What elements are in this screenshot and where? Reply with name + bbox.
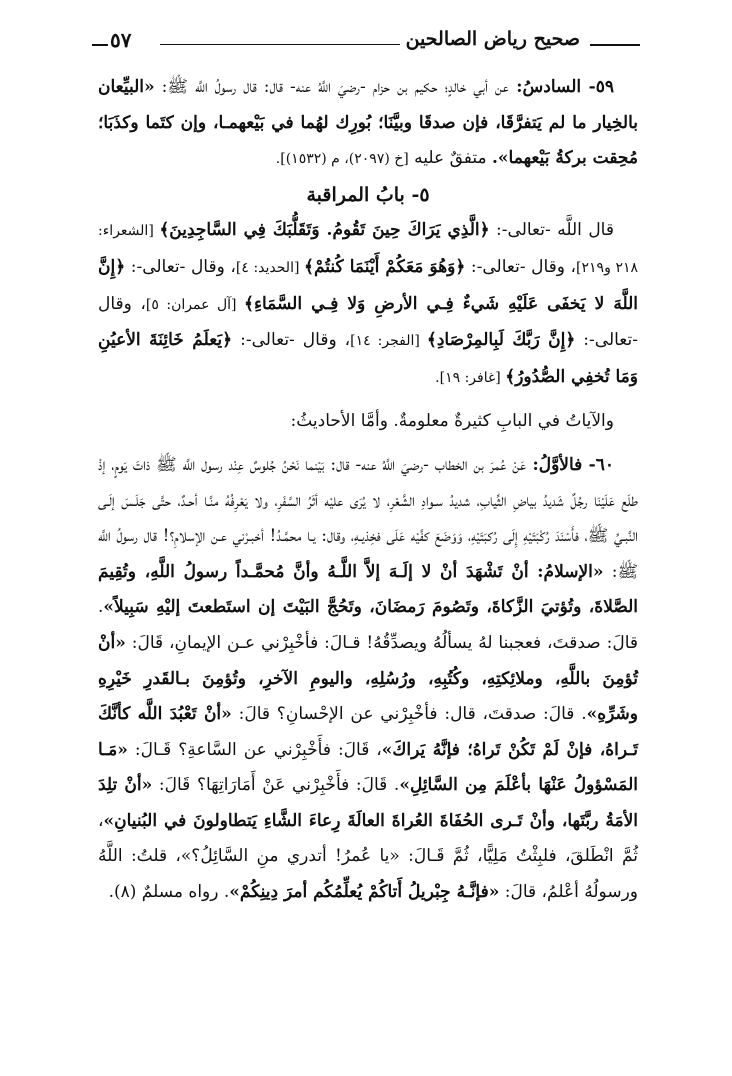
verses-intro-1: قال اللَّه -تعالى-: — [489, 220, 614, 241]
hadith-59-reference: [خ (٢٠٩٧)، م (١٥٣٢)]. — [275, 151, 409, 168]
spacer — [98, 396, 638, 404]
quran-verses-paragraph — [98, 213, 638, 396]
verse-2-ref: [الحديد: ٤] — [235, 259, 305, 276]
hadith-60-islam: «الإسلامُ: أنْ تَشْهَدَ أنْ لا إلَـهَ إلاَّ اللَّـهُ وأنَّ مُحمَّـداً رسولُ اللَّهِ، وتُقِيمَ الصَّلاةَ، وتُؤتيَ الزَّكاةَ، وتَصُومَ رَمضَانَ، وتَحُجَّ البَيْتَ إن استَطعتَ إليْهِ سَبِيلاً» — [98, 561, 638, 618]
page-content — [98, 70, 638, 911]
verse-4-ref: [الفجر: ١٤] — [350, 333, 427, 350]
hadith-60 — [98, 448, 638, 911]
ayat-note: والآياتُ في البابِ كثيرةٌ معلومةٌ. وأمَّا الأحاديثُ: — [290, 411, 614, 432]
hadith-60-part-1: عَنْ عُمرَ بن الخطاب -رضيَ اللَّهُ عنه- قال: بَيْنما نَحْنُ جُلوسٌ عِنْد رسول اللَّه ﷺ ذاتَ يَومٍ، إذْ طلَع عَلَيْنَا رجُلٌ شَديدُ بياضِ الثِّيابِ، شديدُ سـوادِ الشَّعْرِ، لا يُرَى عليْه أثَرُ السَّفَرِ، ولا يَعْرِفُهُ منَّـا أحـدٌ، حتَّى جَلَـسَ إلَـى النَّبـيِّ ﷺ، فأَسْنَدَ رُكْبَتَيْهِ إِلَى رُكبَتَيْهِ، وَوَضَعَ كفَّيْه عَلَى فخِذيـهِ، وقال: يـا محمَّـدُ! أخبـرْني عـن الإسلامِ؟! قال رسولُ اللَّه ﷺ: — [98, 454, 638, 582]
hadith-60-part-3: . قالَ: صدقتَ، قال: فأخْبِرْني عن الإحْسانِ؟ قالَ: — [231, 704, 587, 725]
header-rule-left — [92, 44, 108, 46]
verse-1-ref: [الشعراء: ٢١٨ و٢١٩] — [98, 223, 638, 276]
hadith-60-signs: «أنْ تلِدَ الأمَةُ ربَّتَها، وأنْ تَـرى الحُفَاةَ العُراةَ العالَةَ رِعاءَ الشَّاءِ يَتطاولونَ في البُنيانِ» — [98, 775, 638, 831]
hadith-60-reference: . رواه مسلمٌ (٨). — [108, 882, 230, 903]
hadith-59-grading: متفقٌ عليه — [408, 148, 493, 169]
hadith-59-text: «البيِّعان بالخِيار ما لم يَتفرَّقَا، فإن صدقَا وبيَّنَا؛ بُورِك لهُما في بَيْعهمـا، وإن كتَما وكذَبَا؛ مُحِقت بركةُ بَيْعهما». — [98, 77, 638, 169]
hadith-60-hour: «مَـا المَسْؤولُ عَنْهَا بأعْلَمَ مِن السَّائِلِ» — [98, 739, 638, 796]
verse-5-ref: [غافر: ١٩]. — [435, 369, 506, 386]
hadith-60-iman: «أنْ تُؤمِنَ باللَّهِ، وملائِكتِهِ، وكُتُبِهِ، ورُسُلِهِ، واليومِ الآخرِ، وتُؤمِنَ بـالقَدرِ خَيْرِهِ وشَرِّهِ» — [98, 632, 639, 725]
page-number: ٥٧ — [110, 28, 132, 52]
hadith-60-number: ٦٠- فالأوَّلُ: — [526, 454, 614, 475]
hadith-59-chain: عن أبي خالدٍ؛ حكيم بن حزام -رضيَ اللَّهُ عنه- قال: قال رسولُ اللَّه ﷺ: — [154, 77, 509, 97]
header-rule-right — [590, 44, 640, 46]
hadith-59 — [98, 70, 638, 178]
verse-5: ﴿يَعلَمُ خَائِنَةَ الأعيُنِ وَمَا تُخفِي الصُّدُورُ﴾ — [98, 330, 638, 387]
verses-intro-4: ، وقال -تعالى-: — [98, 293, 638, 351]
hadith-60-ihsan: «أنْ تَعْبُدَ اللَّه كأنَّكَ تَـراهُ، فإنْ لَمْ تَكُنْ تَراهُ؛ فإنَّهُ يَراكَ» — [98, 704, 638, 760]
hadith-59-number: ٥٩- السادسُ: — [508, 77, 614, 97]
hadith-60-part-6: ، ثُمَّ انْطَلقَ، فلبِثْتُ مَلِيًّا، ثُمَّ قَـالَ: «يا عُمرُ! أتدري منِ السَّائِلُ؟»، قلتُ: اللَّهُ ورسولُهُ أعْلمُ، قالَ: — [98, 810, 638, 903]
verses-intro-5: ، وقال -تعالى-: — [232, 330, 351, 351]
verse-3-ref: [آل عمران: ٥] — [145, 296, 245, 313]
header-rule-middle — [160, 44, 400, 45]
verse-4: ﴿إِنَّ رَبَّكَ لَبِالمِرْصَادِ﴾ — [426, 330, 576, 351]
chapter-heading: ٥- بابُ المراقبة — [306, 183, 430, 206]
running-header — [100, 28, 640, 58]
hadith-60-part-2: . قالَ: صدقتَ، فعجبنا لهُ يسألُهُ ويصدِّقُهُ! قـالَ: فأخْبِرْني عـن الإيمانِ، قَالَ: — [98, 597, 638, 653]
verse-3: ﴿إِنَّ اللَّهَ لا يَخفَى عَلَيْهِ شَيءٌ فِـي الأرضِ وَلا فِـي السَّمَاءِ﴾ — [98, 256, 638, 314]
book-title: صحيح رياض الصالحين — [405, 28, 580, 50]
hadith-60-part-5: . قَالَ: فأَخْبِرْني عَنْ أَمَارَاتِهَا؟ قَالَ: — [152, 775, 400, 796]
spacer — [98, 440, 638, 448]
verses-intro-3: ، وقال -تعالى-: — [125, 256, 236, 277]
verses-intro-2: ، وقال -تعالى-: — [465, 256, 577, 277]
hadith-60-jibril: «فإنَّـهُ جِبْريلُ أَتاكُمْ يُعلِّمُكُم أمرَ دِينِكُمْ» — [229, 882, 500, 903]
hadith-60-part-4: ، قَالَ: فأَخْبِرْني عن السَّاعةِ؟ قَـالَ: — [127, 739, 382, 760]
verse-1: ﴿الَّذِي يَرَاكَ حِينَ تَقُومُ. وَتَقَلُّبَكَ فِي السَّاجِدِينَ﴾ — [159, 220, 490, 241]
verse-2: ﴿وَهُوَ مَعَكُمْ أَيْنَمَا كُنتُمْ﴾ — [304, 256, 466, 277]
